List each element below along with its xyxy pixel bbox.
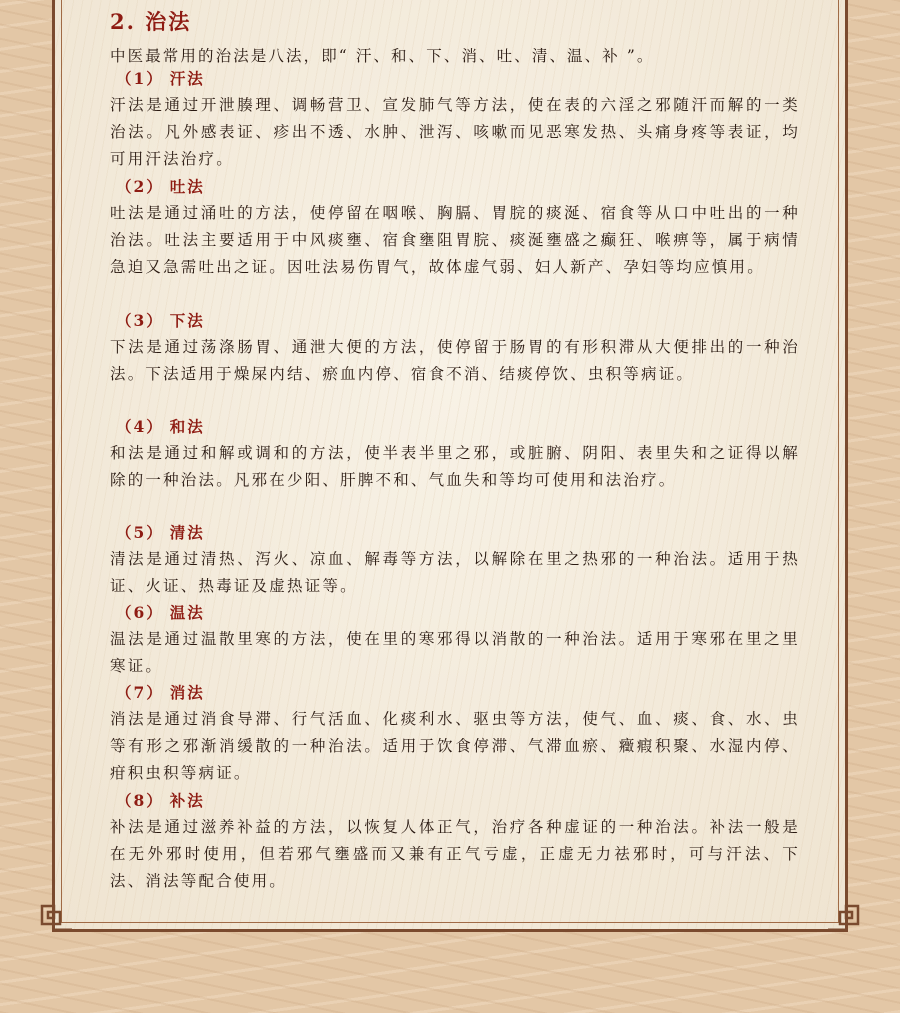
section-body: 补法是通过滋养补益的方法，以恢复人体正气，治疗各种虚证的一种治法。补法一般是在无外邪时使用，但若邪气壅盛而又兼有正气亏虚，正虚无力祛邪时，可与汗法、下法、消法等配合使用。 [110,818,800,890]
corner-ornament-icon [40,904,74,938]
section-body: 汗法是通过开泄腠理、调畅营卫、宣发肺气等方法，使在表的六淫之邪随汗而解的一类治法。凡外感表证、疹出不透、水肿、泄泻、咳嗽而见恶寒发热、头痛身疼等表证，均可用汗法治疗。 [110,96,800,168]
corner-ornament-icon [826,904,860,938]
section-heading: 2. 治法 [110,9,192,34]
section-title: （6） 温法 [116,603,205,622]
section-emesis [110,174,800,281]
section-title: （2） 吐法 [116,177,205,196]
section-tonifying [110,788,800,895]
section-body: 下法是通过荡涤肠胃、通泄大便的方法，使停留于肠胃的有形积滞从大便排出的一种治法。下法适用于燥屎内结、瘀血内停、宿食不消、结痰停饮、虫积等病证。 [110,338,800,383]
section-body: 清法是通过清热、泻火、凉血、解毒等方法，以解除在里之热邪的一种治法。适用于热证、火证、热毒证及虚热证等。 [110,550,800,595]
section-sweating [110,66,800,173]
section-purgation [110,308,800,388]
section-body: 消法是通过消食导滞、行气活血、化痰利水、驱虫等方法，使气、血、痰、食、水、虫等有形之邪渐消缓散的一种治法。适用于饮食停滞、气滞血瘀、癥瘕积聚、水湿内停、疳积虫积等病证。 [110,710,800,782]
section-title: （1） 汗法 [116,69,205,88]
section-body: 温法是通过温散里寒的方法，使在里的寒邪得以消散的一种治法。适用于寒邪在里之里寒证。 [110,630,800,675]
section-resolving [110,680,800,787]
section-title: （4） 和法 [116,417,205,436]
section-title: （8） 补法 [116,791,205,810]
section-warming [110,600,800,680]
intro-text: 中医最常用的治法是八法，即“ 汗、和、下、消、吐、清、温、补 ”。 [110,47,655,65]
section-title: （5） 清法 [116,523,205,542]
section-body: 和法是通过和解或调和的方法，使半表半里之邪，或脏腑、阴阳、表里失和之证得以解除的一种治法。凡邪在少阳、肝脾不和、气血失和等均可使用和法治疗。 [110,444,800,489]
section-body: 吐法是通过涌吐的方法，使停留在咽喉、胸膈、胃脘的痰涎、宿食等从口中吐出的一种治法。吐法主要适用于中风痰壅、宿食壅阻胃脘、痰涎壅盛之癫狂、喉痹等，属于病情急迫又急需吐出之证。因吐法易伤胃气，故体虚气弱、妇人新产、孕妇等均应慎用。 [110,204,800,276]
section-clearing [110,520,800,600]
section-title: （7） 消法 [116,683,205,702]
section-harmonizing [110,414,800,494]
section-title: （3） 下法 [116,311,205,330]
